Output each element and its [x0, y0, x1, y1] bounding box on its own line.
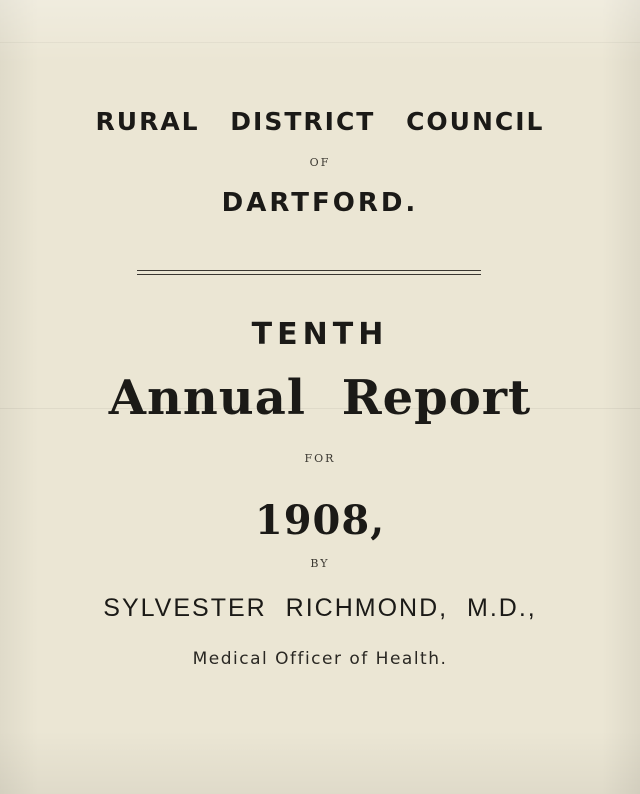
author-role: Medical Officer of Health. — [192, 649, 448, 669]
report-year: 1908, — [254, 497, 386, 544]
double-rule-divider — [137, 270, 481, 275]
paper-fold-top — [0, 42, 640, 43]
author-name: SYLVESTER RICHMOND, M.D., — [103, 594, 537, 622]
council-heading: RURAL DISTRICT COUNCIL — [95, 107, 545, 136]
of-label: OF — [309, 156, 331, 169]
report-title: Annual Report — [108, 370, 532, 426]
place-heading: DARTFORD. — [221, 188, 419, 218]
ordinal-heading: TENTH — [251, 317, 389, 352]
for-label: FOR — [304, 452, 336, 465]
by-label: BY — [310, 557, 330, 570]
